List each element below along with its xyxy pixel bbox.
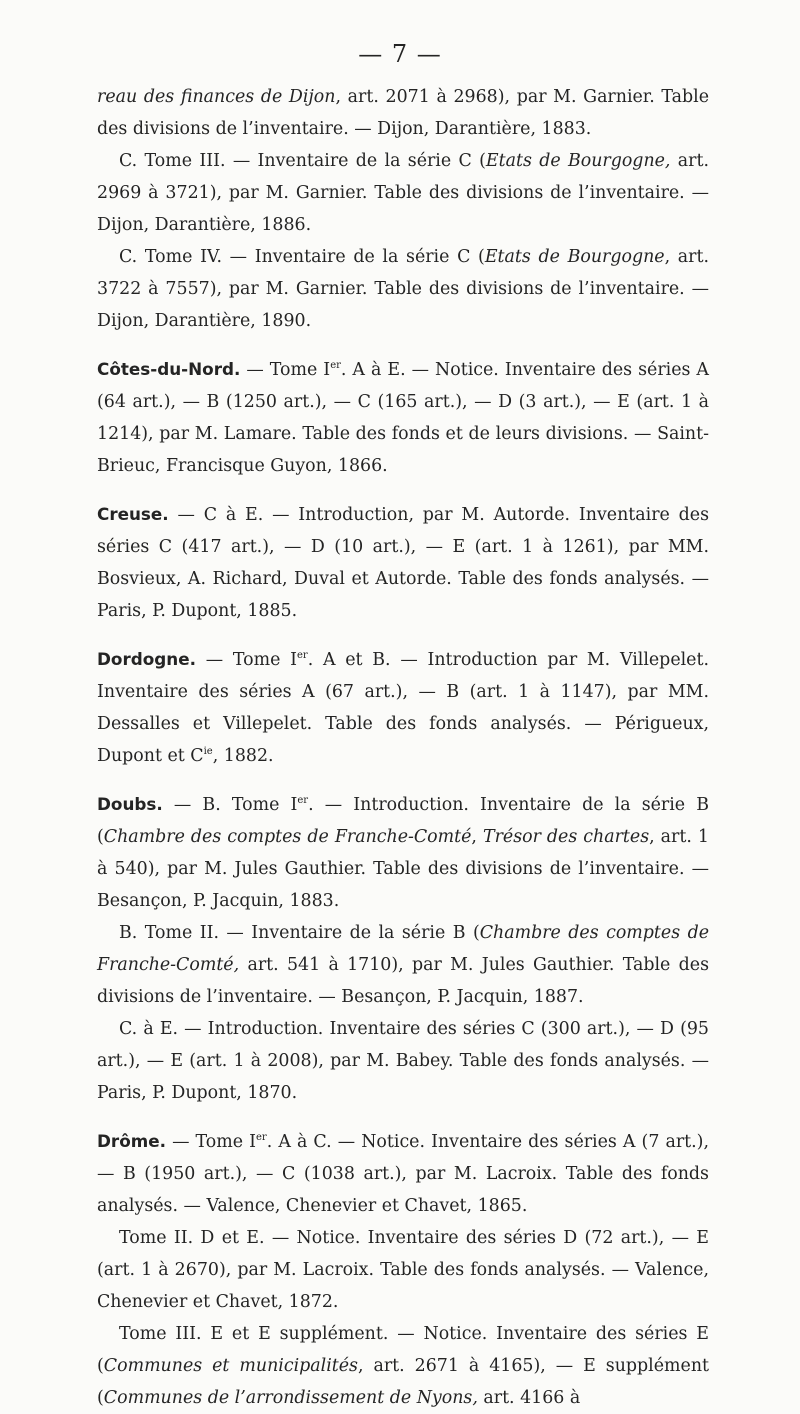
text-run: C. à E. — Introduction. Inventaire des séries C (300 art.), — D (95 art.), — E (art. 1 à 2008), par M. Babey. Table des fonds analysés. — Paris, P. Dupont, 1870. (97, 1019, 709, 1103)
text-run: . A à C. — Notice. Inventaire des séries A (7 art.), — B (1950 art.), — C (1038 art.), par M. Lacroix. Table des fonds analysés. — Valence, Chenevier et Chavet, 1865. (97, 1132, 709, 1216)
italic-title: Chambre des comptes de Franche-Comté (103, 827, 472, 847)
paragraph-p8 (97, 917, 709, 1013)
department-heading: Côtes-du-Nord. (97, 359, 241, 379)
text-run: C. Tome IV. — Inventaire de la série C ( (119, 247, 485, 267)
paragraph-p7 (97, 788, 709, 917)
text-run: — Tome I (165, 1132, 257, 1152)
text-run: — Tome I (196, 650, 297, 670)
italic-title: Chambre des comptes de Franche-Comté, (97, 923, 709, 975)
page-body (97, 81, 709, 1414)
text-run: , 1882. (212, 746, 274, 766)
text-run: ie (203, 746, 213, 758)
text-run: , art. 1 à 540), par M. Jules Gauthier. Table des divisions de l’inventaire. — Besançon, P. Jacquin, 1883. (97, 827, 709, 911)
paragraph-p9 (97, 1013, 709, 1109)
text-run: Tome III. E et E supplément. — Notice. Inventaire des séries E ( (97, 1324, 709, 1376)
paragraph-p5 (97, 498, 709, 627)
page-number: — 7 — (358, 40, 442, 68)
italic-title: Etats de Bourgogne (484, 247, 665, 267)
italic-title: reau des finances de Dijon (97, 87, 336, 107)
paragraph-p4 (97, 353, 709, 482)
text-run: . A et B. — Introduction par M. Villepelet. Inventaire des séries A (67 art.), — B (art. 1 à 1147), par MM. Dessalles et Villepelet. Table des fonds analysés. — Périgueux, Dupont et C (97, 650, 709, 766)
text-run: — B. Tome I (162, 795, 298, 815)
text-run: er (297, 795, 309, 807)
department-heading: Drôme. (97, 1131, 166, 1151)
text-run: art. 541 à 1710), par M. Jules Gauthier. Table des divisions de l’inventaire. — Besançon, P. Jacquin, 1887. (97, 955, 709, 1007)
text-run: , art. 3722 à 7557), par M. Garnier. Table des divisions de l’inventaire. — Dijon, Darantière, 1890. (97, 247, 709, 331)
text-run: . — Introduction. Inventaire de la série B ( (97, 795, 709, 847)
text-run: er (256, 1132, 267, 1144)
text-run: C. Tome III. — Inventaire de la série C ( (119, 151, 486, 171)
text-run: , (471, 827, 483, 847)
italic-title: Trésor des chartes (482, 827, 650, 847)
paragraph-p3 (97, 241, 709, 337)
text-run: , art. 2671 à 4165), — E supplément ( (97, 1356, 710, 1408)
text-run: — Tome I (240, 360, 331, 380)
department-heading: Doubs. (97, 794, 163, 814)
italic-title: Etats de Bourgogne, (485, 151, 671, 171)
italic-title: Communes de l’arrondissement de Nyons, (103, 1388, 478, 1408)
text-run: , art. 2071 à 2968), par M. Garnier. Table des divisions de l’inventaire. — Dijon, Darantière, 1883. (97, 87, 709, 139)
paragraph-p11 (97, 1222, 709, 1318)
paragraph-p10 (97, 1125, 709, 1222)
text-run: er (330, 360, 341, 372)
text-run: . A à E. — Notice. Inventaire des séries A (64 art.), — B (1250 art.), — C (165 art.), — D (3 art.), — E (art. 1 à 1214), par M. Lamare. Table des fonds et de leurs divisions. — Saint-Brieuc, Francisque Guyon, 1866. (97, 360, 709, 476)
text-run: er (296, 650, 308, 662)
italic-title: Communes et municipalités (103, 1356, 358, 1376)
text-run: Tome II. D et E. — Notice. Inventaire des séries D (72 art.), — E (art. 1 à 2670), par M. Lacroix. Table des fonds analysés. — Valence, Chenevier et Chavet, 1872. (97, 1228, 709, 1312)
paragraph-p1 (97, 81, 709, 145)
text-run: art. 4166 à (477, 1388, 581, 1408)
paragraph-p6 (97, 643, 709, 772)
paragraph-p2 (97, 145, 709, 241)
text-run: art. 2969 à 3721), par M. Garnier. Table des divisions de l’inventaire. — Dijon, Darantière, 1886. (97, 151, 709, 235)
text-run: — C à E. — Introduction, par M. Autorde. Inventaire des séries C (417 art.), — D (10 art.), — E (art. 1 à 1261), par MM. Bosvieux, A. Richard, Duval et Autorde. Table des fonds analysés. — Paris, P. Dupont, 1885. (97, 505, 709, 621)
department-heading: Creuse. (97, 504, 169, 524)
department-heading: Dordogne. (97, 649, 196, 669)
text-run: B. Tome II. — Inventaire de la série B ( (119, 923, 480, 943)
